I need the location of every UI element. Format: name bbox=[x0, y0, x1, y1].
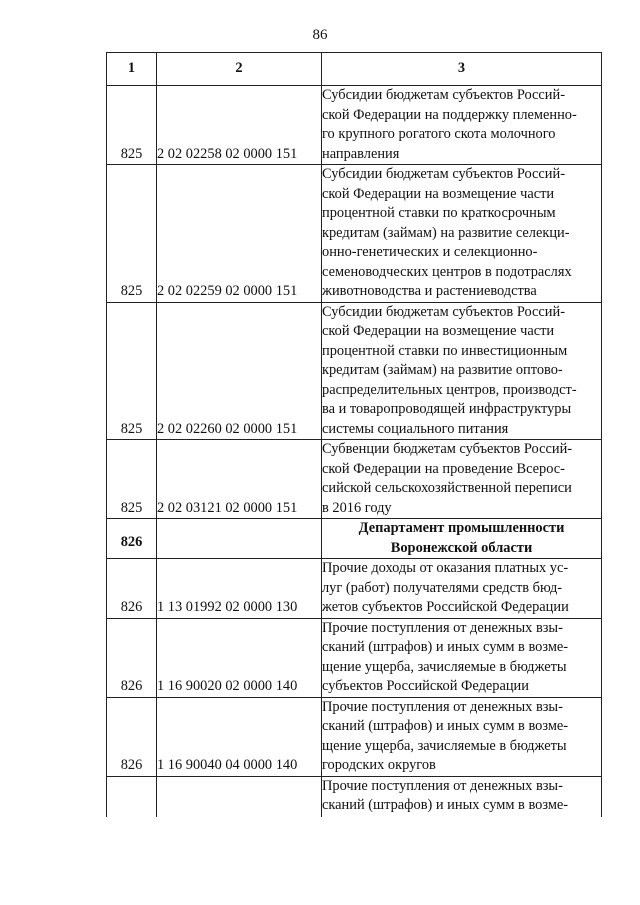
column-header-3: 3 bbox=[322, 53, 602, 86]
admin-code-cell: 825 bbox=[107, 440, 157, 519]
description-cell bbox=[322, 440, 602, 519]
description-cell bbox=[322, 697, 602, 776]
description-line: ской Федерации на возмещение части bbox=[322, 185, 555, 202]
page-number: 86 bbox=[312, 27, 328, 43]
department-name-line: Департамент промышленности bbox=[358, 520, 565, 536]
budget-code-cell: 2 02 02259 02 0000 151 bbox=[157, 165, 322, 303]
description-line: Субсидии бюджетам субъектов Россий- bbox=[322, 303, 565, 320]
admin-code-cell: 826 bbox=[107, 519, 157, 559]
description-line: Субвенции бюджетам субъектов Россий- bbox=[322, 441, 573, 457]
column-header-2: 2 bbox=[157, 53, 322, 86]
budget-code-cell: 2 02 02260 02 0000 151 bbox=[157, 302, 322, 440]
description-line: ской Федерации на поддержку племенно- bbox=[322, 106, 577, 123]
description-line: щение ущерба, зачисляемые в бюджеты bbox=[322, 737, 567, 754]
department-row bbox=[107, 519, 602, 559]
description-cell bbox=[322, 776, 602, 817]
description-line: животноводства и растениеводства bbox=[322, 283, 537, 299]
table-row bbox=[107, 86, 602, 165]
description-line: процентной ставки по краткосрочным bbox=[322, 205, 556, 221]
description-line: направления bbox=[322, 145, 400, 162]
budget-code-cell: 2 02 03121 02 0000 151 bbox=[157, 440, 322, 519]
description-line: жетов субъектов Российской Федерации bbox=[322, 599, 569, 615]
description-cell bbox=[322, 302, 602, 440]
description-line: ва и товаропроводящей инфраструктуры bbox=[322, 401, 572, 417]
description-line: кредитам (займам) на развитие оптово- bbox=[322, 362, 563, 378]
description-line: субъектов Российской Федерации bbox=[322, 678, 529, 694]
description-line: Прочие поступления от денежных взы- bbox=[322, 698, 563, 715]
description-line: ской Федерации на проведение Всерос- bbox=[322, 460, 565, 477]
table-row bbox=[107, 697, 602, 776]
description-line: щение ущерба, зачисляемые в бюджеты bbox=[322, 658, 567, 675]
table-header-row bbox=[107, 53, 602, 86]
description-line: кредитам (займам) на развитие селекци- bbox=[322, 224, 570, 241]
description-line: сканий (штрафов) и иных сумм в возме- bbox=[322, 639, 569, 655]
description-line: семеноводческих центров в подотраслях bbox=[322, 263, 572, 280]
description-line: онно-генетических и селекционно- bbox=[322, 244, 538, 260]
budget-code-cell: 1 16 90040 04 0000 140 bbox=[157, 697, 322, 776]
description-line: сканий (штрафов) и иных сумм в возме- bbox=[322, 718, 569, 734]
description-cell bbox=[322, 559, 602, 619]
admin-code-cell: 825 bbox=[107, 302, 157, 440]
description-line: Прочие поступления от денежных взы- bbox=[322, 777, 563, 794]
table-row bbox=[107, 302, 602, 440]
table-row-partial bbox=[107, 776, 602, 817]
description-line: луг (работ) получателями средств бюд- bbox=[322, 579, 563, 596]
description-line: го крупного рогатого скота молочного bbox=[322, 126, 556, 142]
income-codes-table bbox=[106, 52, 602, 817]
description-line: системы социального питания bbox=[322, 420, 509, 437]
description-line: ской Федерации на возмещение части bbox=[322, 323, 555, 339]
admin-code-cell bbox=[107, 776, 157, 817]
admin-code-cell: 825 bbox=[107, 165, 157, 303]
description-line: в 2016 году bbox=[322, 499, 392, 516]
description-line: городских округов bbox=[322, 757, 436, 773]
description-line: сканий (штрафов) и иных сумм в возме- bbox=[322, 797, 569, 813]
admin-code-cell: 826 bbox=[107, 697, 157, 776]
description-line: распределительных центров, производст- bbox=[322, 381, 577, 398]
department-name-cell bbox=[322, 519, 602, 559]
admin-code-cell: 825 bbox=[107, 86, 157, 165]
description-line: Прочие поступления от денежных взы- bbox=[322, 619, 563, 636]
table-row bbox=[107, 440, 602, 519]
budget-code-cell bbox=[157, 519, 322, 559]
description-line: сийской сельскохозяйственной переписи bbox=[322, 480, 572, 496]
column-header-1: 1 bbox=[107, 53, 157, 86]
description-line: Субсидии бюджетам субъектов Россий- bbox=[322, 87, 565, 103]
table-row bbox=[107, 559, 602, 619]
budget-code-cell: 1 13 01992 02 0000 130 bbox=[157, 559, 322, 619]
table-row bbox=[107, 165, 602, 303]
description-line: Прочие доходы от оказания платных ус- bbox=[322, 560, 569, 576]
description-cell bbox=[322, 86, 602, 165]
budget-code-cell bbox=[157, 776, 322, 817]
admin-code-cell: 826 bbox=[107, 559, 157, 619]
description-line: Субсидии бюджетам субъектов Россий- bbox=[322, 166, 565, 182]
department-name-line: Воронежской области bbox=[390, 539, 533, 556]
description-line: процентной ставки по инвестиционным bbox=[322, 342, 568, 359]
table-row bbox=[107, 618, 602, 697]
admin-code-cell: 826 bbox=[107, 618, 157, 697]
description-cell bbox=[322, 165, 602, 303]
description-cell bbox=[322, 618, 602, 697]
budget-code-cell: 2 02 02258 02 0000 151 bbox=[157, 86, 322, 165]
budget-code-cell: 1 16 90020 02 0000 140 bbox=[157, 618, 322, 697]
